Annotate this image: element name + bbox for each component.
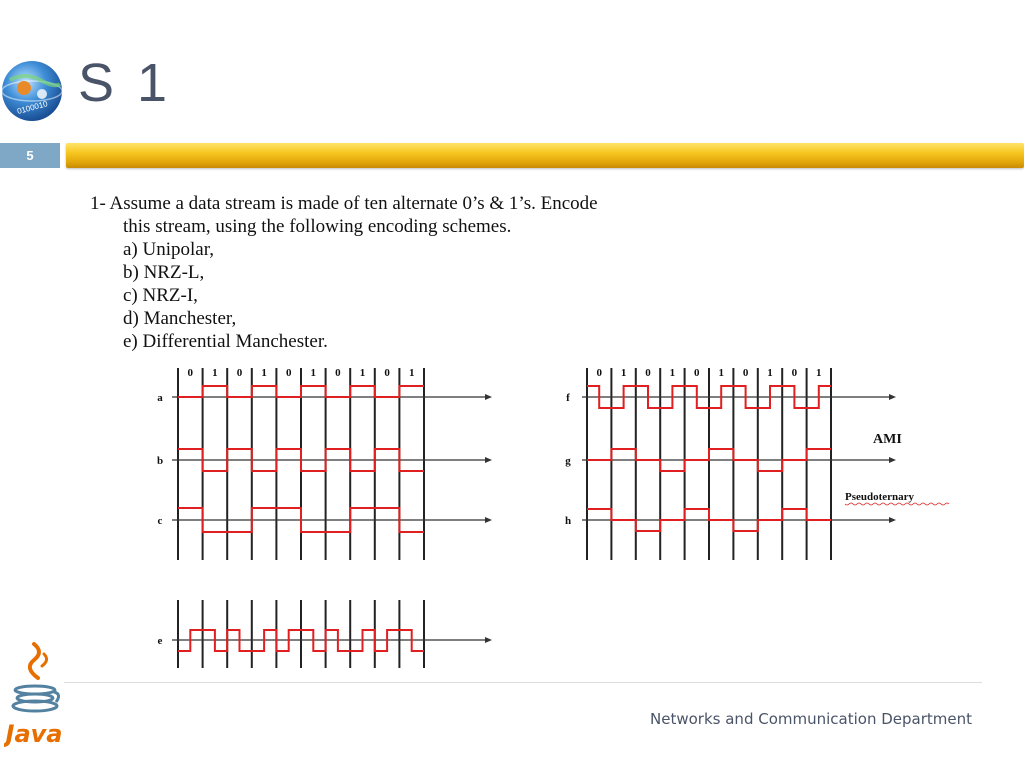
bit-label: 1 [767,367,773,379]
logo-binary-text: 0100010 [16,99,49,116]
axis-arrowhead [485,394,492,400]
bit-label: 1 [261,367,267,379]
list-item: d) Manchester, [123,308,237,329]
row-label: a [157,392,163,404]
bit-label: 0 [236,367,243,379]
bit-label: 0 [384,367,390,379]
pseudoternary-label: Pseudoternary [845,491,915,503]
left-encoding-diagram [157,367,492,668]
row-label: h [564,515,572,527]
bit-label: 1 [669,367,676,379]
row-label: f [566,392,570,404]
axis-arrowhead [485,517,492,523]
slide-title: S 1 [78,53,172,113]
list-item: a) Unipolar, [123,239,215,260]
bit-label: 0 [694,367,700,379]
slide-number-badge: 5 [0,143,60,168]
java-logo-text: Java [5,720,63,748]
bit-label: 1 [212,367,218,379]
question-line-2: this stream, using the following encoding schemes. [123,216,512,237]
row-label: b [156,455,164,467]
axis-arrowhead [485,457,492,463]
bit-label: 0 [335,367,341,379]
bit-label: 0 [285,367,292,379]
axis-arrowhead [889,394,896,400]
bit-label: 1 [310,367,317,379]
row-label: e [157,635,163,647]
row-label: c [157,515,163,527]
java-coffee-cup-icon [4,640,66,750]
list-item: c) NRZ-I, [123,285,198,306]
bit-label: 0 [187,367,194,379]
list-item: b) NRZ-L, [123,262,205,283]
bit-label: 0 [596,367,602,379]
bit-label: 1 [620,367,627,379]
bit-label: 1 [816,367,822,379]
list-item: e) Differential Manchester. [123,331,328,352]
footer-divider [64,682,982,683]
footer-department: Networks and Communication Department [650,710,972,728]
bit-label: 1 [718,367,724,379]
axis-arrowhead [485,637,492,643]
unipolar-signal [178,386,424,397]
row-label: g [565,455,571,467]
ami-label: AMI [873,432,902,447]
bit-label: 0 [645,367,651,379]
axis-arrowhead [889,457,896,463]
question-line-1: 1- Assume a data stream is made of ten alternate 0’s & 1’s. Encode [90,193,598,214]
right-encoding-diagram [565,367,896,560]
bit-label: 0 [791,367,798,379]
axis-arrowhead [889,517,896,523]
spellcheck-underline [845,503,949,505]
bit-label: 1 [359,367,366,379]
bit-label: 0 [742,367,749,379]
bit-label: 1 [408,367,415,379]
